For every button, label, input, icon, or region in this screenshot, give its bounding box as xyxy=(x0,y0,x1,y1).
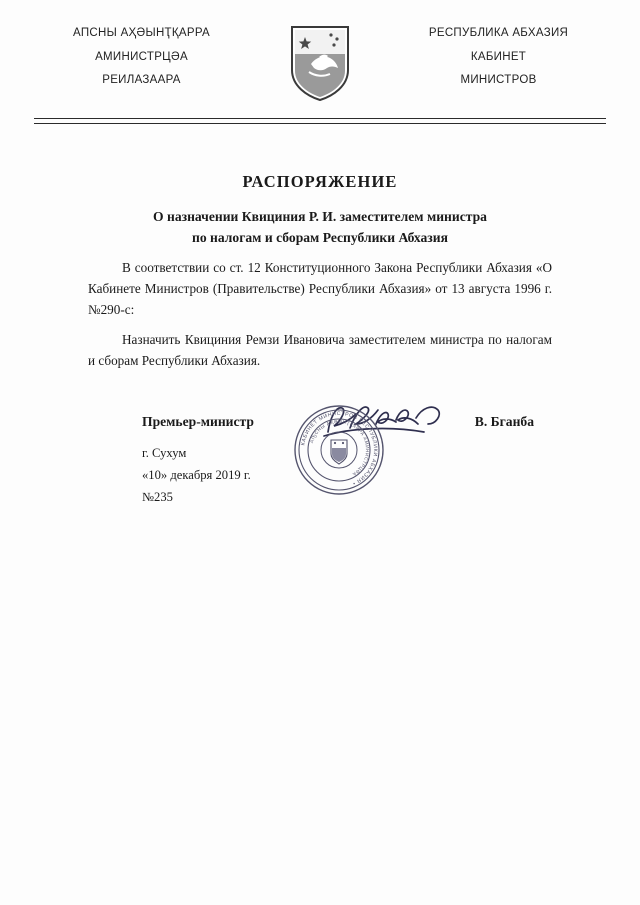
signer-position: Премьер-министр xyxy=(142,414,254,429)
header-left-block xyxy=(34,22,249,93)
header-right-line-2: КАБИНЕТ xyxy=(470,50,527,63)
document-subtitle-line-1: О назначении Квициния Р. И. заместителем министра xyxy=(153,209,487,224)
meta-date: «10» декабря 2019 г. xyxy=(142,468,251,483)
document-header xyxy=(0,22,640,102)
svg-text:КАБИНЕТ МИНИСТРОВ РЕСПУБЛИКИ А: КАБИНЕТ МИНИСТРОВ РЕСПУБЛИКИ АБХАЗИЯ • xyxy=(300,410,379,487)
coat-of-arms-icon xyxy=(289,24,351,102)
svg-text:АҦСНЫ АҲӘЫНҬҚАРРА АМИНИСТРЦӘА: АҦСНЫ АҲӘЫНҬҚАРРА АМИНИСТРЦӘА xyxy=(308,418,371,478)
body-paragraph-1: В соответствии со ст. 12 Конституционного Закона Республики Абхазия «О Кабинете Министров (Правительстве) Республики Абхазия» от 13 августа 1996 г. №290-с: xyxy=(88,260,552,317)
page-title: РАСПОРЯЖЕНИЕ xyxy=(242,172,398,191)
header-divider xyxy=(34,118,606,124)
body-paragraph-2: Назначить Квициния Ремзи Ивановича заместителем министра по налогам и сборам Республики Абхазия. xyxy=(88,332,552,368)
signer-name: В. Бганба xyxy=(474,414,534,429)
meta-city: г. Сухум xyxy=(142,446,187,460)
header-left-line-3: РЕИЛАЗААРА xyxy=(102,74,181,87)
document-subtitle xyxy=(88,206,552,248)
document-subtitle-line-2: по налогам и сборам Республики Абхазия xyxy=(192,230,448,246)
header-left-line-2: АМИНИСТРЦӘА xyxy=(95,50,188,63)
official-stamp-icon xyxy=(293,404,385,496)
header-right-line-3: МИНИСТРОВ xyxy=(460,74,537,87)
header-right-line-1: РЕСПУБЛИКА АБХАЗИЯ xyxy=(428,27,569,39)
header-left-line-1: АПСНЫ АҲӘЫНҬҚАРРА xyxy=(72,27,210,39)
header-right-block xyxy=(391,22,606,93)
meta-number: №235 xyxy=(142,490,173,505)
document-meta xyxy=(142,442,251,508)
